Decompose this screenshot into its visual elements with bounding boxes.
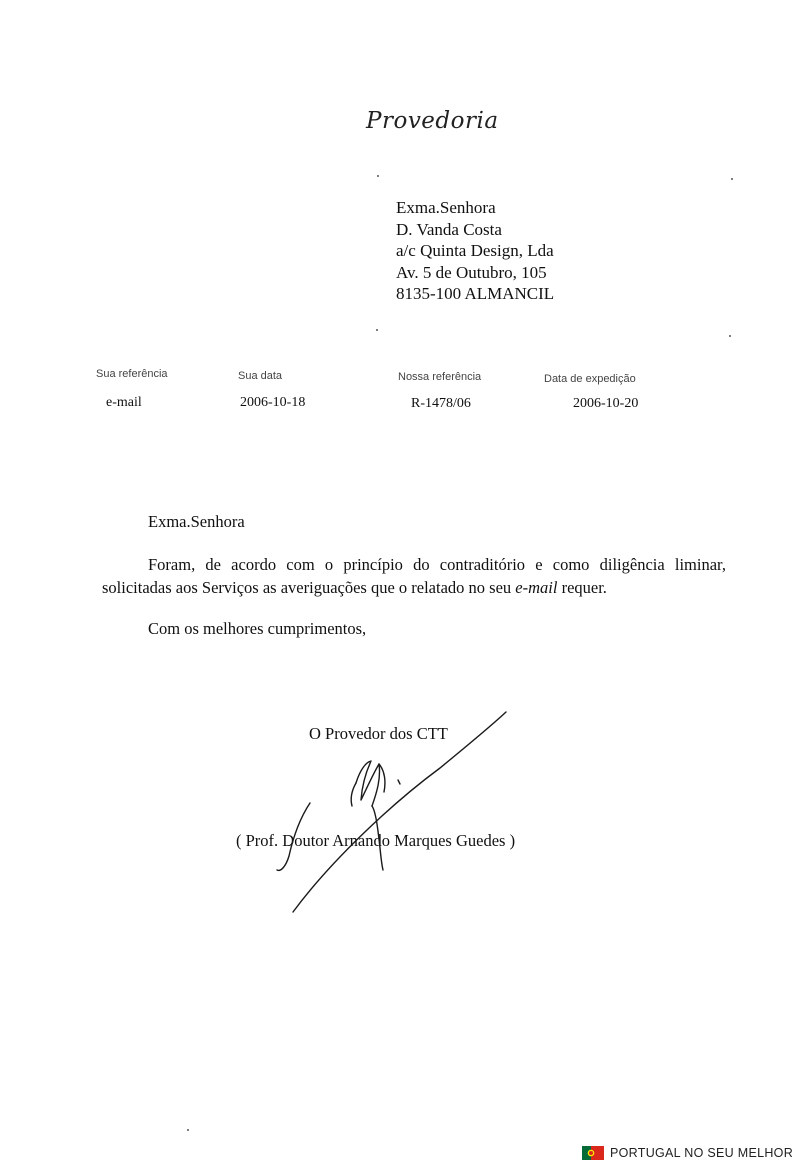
recipient-address (396, 197, 554, 305)
dispatch-date-value: 2006-10-20 (573, 396, 639, 411)
footer-slogan (582, 1145, 793, 1161)
address-line: a/c Quinta Design, Lda (396, 241, 554, 260)
signatory-title: O Provedor dos CTT (309, 724, 448, 743)
registration-mark (376, 329, 378, 331)
address-line: Av. 5 de Outubro, 105 (396, 262, 547, 282)
your-date-value: 2006-10-18 (240, 395, 306, 410)
your-reference-value: e-mail (106, 395, 142, 410)
body-text-part: Foram, de acordo com o princípio do contraditório e como diligência liminar, solicitadas aos Serviços as averiguações que o relatado no seu (102, 555, 726, 597)
address-line: D. Vanda Costa (396, 219, 502, 239)
address-line: Exma.Senhora (396, 198, 496, 217)
your-date-label: Sua data (238, 370, 283, 382)
our-reference-value: R-1478/06 (411, 396, 471, 411)
footer-text: PORTUGAL NO SEU MELHOR (610, 1146, 794, 1160)
signatory-name: ( Prof. Doutor Arnando Marques Guedes ) (236, 831, 516, 850)
our-reference-label: Nossa referência (398, 371, 482, 383)
body-text-part: requer. (557, 578, 607, 597)
letter-body (102, 553, 726, 599)
closing-line: Com os melhores cumprimentos, (148, 619, 367, 638)
address-line: 8135-100 ALMANCIL (396, 284, 555, 303)
registration-mark (731, 178, 733, 180)
salutation: Exma.Senhora (148, 512, 245, 531)
registration-mark (729, 335, 731, 337)
registration-mark (187, 1129, 189, 1131)
your-reference-label: Sua referência (96, 368, 168, 380)
letterhead-title: Provedoria (366, 108, 499, 134)
registration-mark (377, 175, 379, 177)
portugal-flag-icon (582, 1146, 604, 1160)
dispatch-date-label: Data de expedição (544, 373, 636, 385)
body-emphasis: e-mail (515, 578, 558, 597)
